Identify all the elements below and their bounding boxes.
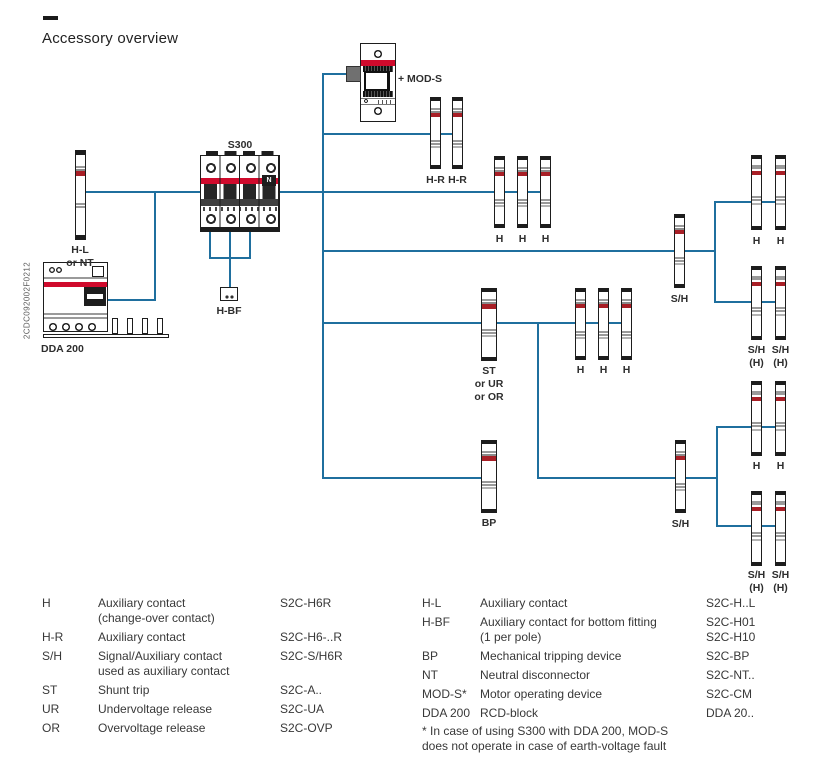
device-s-h-pole [675,440,686,513]
legend-desc: Auxiliary contact [480,596,568,610]
legend-abbr: H-BF [422,615,450,629]
s-h-h-label-line2: (H) [773,357,788,369]
h-label: H [541,233,550,245]
s-h-h-label-line1: S/H [771,344,790,356]
h-label: H [776,460,785,472]
device-h-pole [598,288,609,360]
s-h-h-label-line1: S/H [771,569,790,581]
device-h-pole [621,288,632,360]
device-st-ur-or-pole [481,288,497,361]
legend-abbr: NT [422,668,438,682]
connector-s300-drop-3 [249,232,251,259]
legend-code: DDA 20.. [706,706,755,720]
device-s-h-h-pole [775,266,786,340]
legend-row [42,683,402,698]
dda200-label: DDA 200 [41,343,84,355]
device-h-pole [751,381,762,456]
legend-abbr: H [42,596,51,610]
s-h-h-label-line1: S/H [747,569,766,581]
device-bp-pole [481,440,497,513]
device-h-pole [494,156,505,228]
legend-desc: Mechanical tripping device [480,649,622,663]
legend-code: S2C-OVP [280,721,333,735]
s-h-h-label-line2: (H) [749,357,764,369]
legend-row [422,649,806,664]
legend-desc: RCD-block [480,706,539,720]
device-h-pole [517,156,528,228]
legend-abbr: H-L [422,596,442,610]
device-h-pole [540,156,551,228]
legend-abbr: ST [42,683,58,697]
legend-row [422,668,806,683]
connector-mods-branch [322,73,347,75]
mod-s-knob [346,66,361,82]
device-dda200-rcd-block [43,262,108,332]
legend-code: S2C-CM [706,687,753,701]
legend-code: S2C-BP [706,649,750,663]
h-l-label-line1: H-L [71,244,89,256]
document-code: 2CDC092002F0212 [22,261,32,340]
legend-row [42,630,402,645]
st-label-line3: or OR [474,391,504,403]
device-h-bf-contact [220,287,238,301]
bp-label: BP [481,517,497,529]
connector-s300-drop-2 [229,232,231,259]
dda-busbar-pin [127,318,133,334]
device-h-l-pole [75,150,86,240]
mod-s-label: + MOD-S [398,73,443,85]
legend-code: S2C-A.. [280,683,323,697]
h-bf-label: H-BF [216,305,242,317]
s-h-lower-label: S/H [671,518,690,530]
legend-abbr: BP [422,649,439,663]
legend-code: S2C-H6-..R [280,630,343,644]
device-s-h-h-pole [775,491,786,566]
connector-sh-upper-branch [322,250,715,252]
device-s300-breaker [200,155,280,232]
connector-lower-right-vertical [716,426,718,527]
device-h-r-pole [452,97,463,169]
legend-code: S2C-UA [280,702,325,716]
connector-hbf-drop [229,257,231,287]
neutral-pole-badge: N [262,175,276,186]
legend-desc: Neutral disconnector [480,668,591,682]
h-label: H [518,233,527,245]
h-label: H [776,235,785,247]
s-h-h-label-line2: (H) [749,582,764,594]
legend-table-right [422,596,806,725]
legend-row [42,702,402,717]
h-label: H [752,460,761,472]
h-label: H [599,364,608,376]
dda-busbar-pin [157,318,163,334]
device-h-pole [775,381,786,456]
s300-label: S300 [227,139,253,151]
footnote-line2: does not operate in case of earth-voltage fault [422,739,667,753]
legend-row [422,615,806,645]
s-h-h-label-line1: S/H [747,344,766,356]
legend-row [42,649,402,679]
device-mod-s-motor-operator [360,43,396,122]
dda-switch [84,287,106,306]
legend-abbr: S/H [42,649,63,663]
legend-code: S2C-NT.. [706,668,755,682]
legend-code: S2C-H6R [280,596,332,610]
legend-row [42,721,402,736]
legend-code: S2C-S/H6R [280,649,343,663]
legend-row [42,596,402,626]
legend-desc: Shunt trip [98,683,150,697]
footnote-line1: * In case of using S300 with DDA 200, MOD-S [422,724,669,738]
st-label-line1: ST [482,365,496,377]
legend-row [422,706,806,721]
s-h-h-label-line2: (H) [773,582,788,594]
device-h-pole [751,155,762,230]
device-s-h-h-pole [751,491,762,566]
legend-desc: Overvoltage release [98,721,206,735]
device-h-r-pole [430,97,441,169]
h-label: H [576,364,585,376]
legend-desc: Auxiliary contact for bottom fitting (1 per pole) [480,615,657,644]
connector-bp-branch [322,477,497,479]
st-label-line2: or UR [474,378,504,390]
dda-busbar-pin [112,318,118,334]
h-l-label-line2: or NT [66,257,94,269]
legend-abbr: MOD-S* [422,687,467,701]
legend-code: S2C-H01 S2C-H10 [706,615,756,644]
legend-table-left [42,596,402,740]
connector-upper-right-vertical [714,201,716,303]
connector-junction-vertical [537,322,539,479]
h-label: H [622,364,631,376]
legend-row [422,687,806,702]
s-h-upper-label: S/H [670,293,689,305]
eyebrow-dash [43,16,58,20]
dda-busbar-rail [43,334,169,338]
legend-row [422,596,806,611]
connector-sh-lower-branch [537,477,717,479]
legend-desc: Undervoltage release [98,702,213,716]
dda-busbar-pin [142,318,148,334]
legend-code: S2C-H..L [706,596,756,610]
footnote [422,724,668,754]
h-label: H [495,233,504,245]
device-h-pole [775,155,786,230]
device-s-h-h-pole [751,266,762,340]
legend-abbr: H-R [42,630,64,644]
legend-desc: Motor operating device [480,687,603,701]
legend-desc: Auxiliary contact [98,630,186,644]
device-s-h-pole [674,214,685,288]
connector-s300-drop-1 [209,232,211,259]
device-h-pole [575,288,586,360]
legend-abbr: UR [42,702,60,716]
connector-dda-horizontal [106,299,156,301]
legend-abbr: DDA 200 [422,706,471,720]
legend-desc: Signal/Auxiliary contact used as auxiliary contact [98,649,230,678]
page-title: Accessory overview [42,30,179,47]
mod-s-window [364,71,390,91]
h-r-label: H-R [426,174,445,186]
connector-dda-vertical [154,191,156,301]
connector-hr-branch [322,133,463,135]
legend-desc: Auxiliary contact (change-over contact) [98,596,215,625]
h-r-label: H-R [448,174,467,186]
h-label: H [752,235,761,247]
legend-abbr: OR [42,721,60,735]
